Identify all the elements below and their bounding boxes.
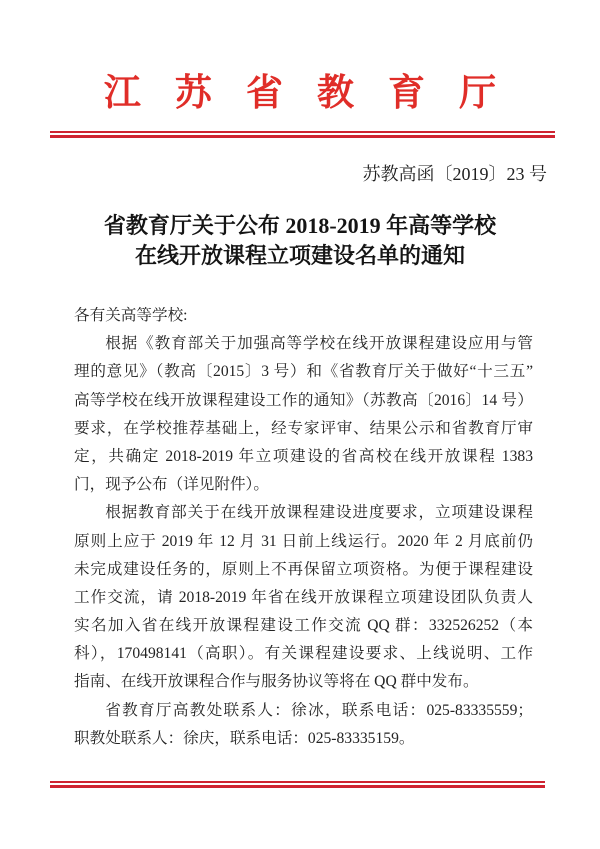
salutation: 各有关高等学校: xyxy=(74,307,188,324)
body-line: 省教育厅高教处联系人：徐冰，联系电话：025-83335559； xyxy=(105,701,533,719)
body-line: 门，现予公布（详见附件）。 xyxy=(74,476,269,494)
body-line: 指南、在线开放课程合作与服务协议等将在 QQ 群中发布。 xyxy=(74,673,479,691)
body-line: 根据教育部关于在线开放课程建设进度要求，立项建设课程 xyxy=(105,504,533,522)
body-line: 未完成建设任务的，原则上不再保留立项资格。为便于课程建设 xyxy=(74,560,533,578)
notice-title-line2: 在线开放课程立项建设名单的通知 xyxy=(134,243,465,268)
letterhead-double-rule xyxy=(50,131,555,138)
body-line: 原则上应于 2019 年 12 月 31 日前上线运行。2020 年 2 月底前仍 xyxy=(74,532,533,550)
body-line: 根据《教育部关于加强高等学校在线开放课程建设应用与管 xyxy=(105,335,533,353)
body-line: 定，共确定 2018-2019 年立项建设的省高校在线开放课程 1383 xyxy=(74,447,533,465)
body-line: 高等学校在线开放课程建设工作的通知》（苏教高〔2016〕14 号） xyxy=(74,391,533,409)
body-line: 职教处联系人：徐庆，联系电话：025-83335159。 xyxy=(74,729,415,747)
body-line: 科），170498141（高职）。有关课程建设要求、上线说明、工作 xyxy=(74,645,533,663)
doc-number: 苏教高函〔2019〕23 号 xyxy=(362,164,547,184)
body-lines xyxy=(74,330,533,753)
body-line: 理的意见》（教高〔2015〕3 号）和《省教育厅关于做好“十三五” xyxy=(74,363,533,381)
notice-title xyxy=(0,211,600,271)
letterhead-org-name: 江苏省教育厅 xyxy=(103,73,531,114)
notice-body xyxy=(74,302,533,753)
footer-double-rule xyxy=(50,781,545,788)
body-line: 要求，在学校推荐基础上，经专家评审、结果公示和省教育厅审 xyxy=(74,419,533,437)
body-line: 工作交流，请 2018-2019 年省在线开放课程立项建设团队负责人 xyxy=(74,588,533,606)
notice-title-line1: 省教育厅关于公布 2018-2019 年高等学校 xyxy=(103,213,497,238)
body-line: 实名加入省在线开放课程建设工作交流 QQ 群：332526252（本 xyxy=(74,617,533,635)
